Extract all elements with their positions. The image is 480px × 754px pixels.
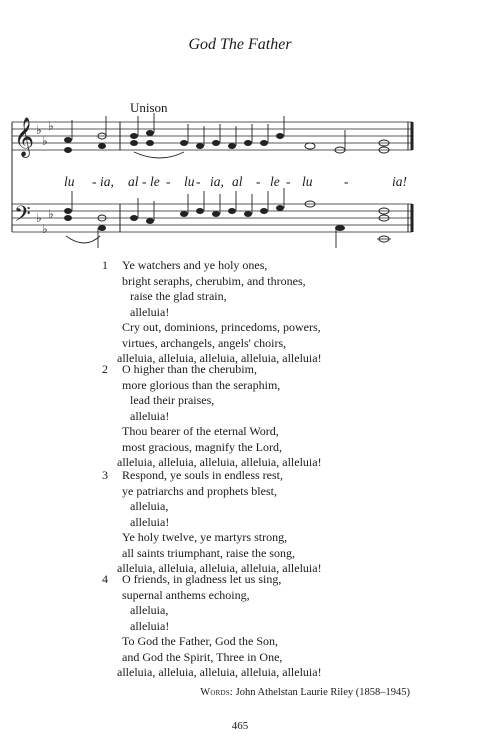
verse-line: To God the Father, God the Son, bbox=[122, 634, 278, 648]
verse-line: Ye watchers and ye holy ones, bbox=[122, 258, 268, 272]
lyric-syllable: le bbox=[150, 174, 160, 189]
svg-text:♭: ♭ bbox=[48, 119, 54, 133]
treble-slur bbox=[134, 152, 184, 158]
verse-4 bbox=[102, 572, 322, 681]
lyric-syllable: - bbox=[166, 174, 171, 189]
words-credit-label: Words: bbox=[200, 687, 233, 698]
verse-line: O friends, in gladness let us sing, bbox=[122, 572, 282, 586]
svg-text:♭: ♭ bbox=[42, 222, 48, 236]
verse-line: alleluia, bbox=[130, 499, 169, 513]
bass-slur bbox=[66, 236, 100, 243]
verse-line: raise the glad strain, bbox=[130, 289, 227, 303]
lyric-syllable: ia, bbox=[100, 174, 114, 189]
lyric-syllable: - bbox=[92, 174, 97, 189]
verse-line: alleluia, bbox=[130, 603, 169, 617]
verse-line: O higher than the cherubim, bbox=[122, 362, 257, 376]
verse-line: alleluia, alleluia, alleluia, alleluia, alleluia! bbox=[117, 665, 322, 679]
verse-line: alleluia! bbox=[130, 514, 170, 529]
lyric-syllable: - bbox=[196, 174, 201, 189]
lyric-syllable: - bbox=[142, 174, 147, 189]
verse-line: bright seraphs, cherubim, and thrones, bbox=[122, 273, 306, 288]
hymn-title: God The Father bbox=[188, 36, 292, 53]
verse-line: alleluia! bbox=[130, 304, 170, 319]
verse-1 bbox=[102, 258, 322, 367]
svg-text:♭: ♭ bbox=[36, 123, 42, 137]
lyric-syllable: - bbox=[344, 174, 349, 189]
verse-line: lead their praises, bbox=[130, 393, 215, 407]
treble-stems bbox=[72, 113, 345, 150]
svg-text:♭: ♭ bbox=[42, 134, 48, 148]
key-signature-treble bbox=[36, 119, 54, 148]
verse-line: Cry out, dominions, princedoms, powers, bbox=[122, 320, 321, 334]
verse-3 bbox=[102, 468, 322, 577]
words-credit bbox=[200, 687, 410, 698]
page-number: 465 bbox=[231, 720, 249, 732]
bass-noteheads bbox=[64, 201, 389, 242]
lyric-syllable: - bbox=[286, 174, 291, 189]
lyric-syllable: ia! bbox=[392, 174, 407, 189]
verse-line: ye patriarchs and prophets blest, bbox=[122, 483, 277, 498]
lyric-syllable: le bbox=[270, 174, 280, 189]
verse-line: all saints triumphant, raise the song, bbox=[122, 545, 295, 560]
bass-clef-icon: 𝄢 bbox=[14, 202, 31, 231]
lyric-syllable: al bbox=[232, 174, 243, 189]
verse-line: alleluia, alleluia, alleluia, alleluia, alleluia! bbox=[117, 455, 322, 469]
lyric-syllable: lu bbox=[184, 174, 195, 189]
verse-line: most gracious, magnify the Lord, bbox=[122, 439, 282, 454]
lyric-syllable: lu bbox=[302, 174, 313, 189]
lyric-syllable: al bbox=[128, 174, 139, 189]
verse-line: alleluia, alleluia, alleluia, alleluia, alleluia! bbox=[117, 561, 322, 575]
verse-line: alleluia, alleluia, alleluia, alleluia, alleluia! bbox=[117, 351, 322, 365]
unison-label: Unison bbox=[130, 100, 168, 115]
svg-text:♭: ♭ bbox=[36, 211, 42, 225]
verse-line: supernal anthems echoing, bbox=[122, 587, 250, 602]
verse-number: 4 bbox=[102, 572, 108, 586]
lyric-syllable: ia, bbox=[210, 174, 224, 189]
verse-line: virtues, archangels, angels' choirs, bbox=[122, 335, 287, 350]
lyric-syllable: lu bbox=[64, 174, 75, 189]
verse-number: 1 bbox=[102, 258, 108, 272]
verse-line: and God the Spirit, Three in One, bbox=[122, 649, 283, 664]
verse-line: alleluia! bbox=[130, 408, 170, 423]
verse-number: 2 bbox=[102, 362, 108, 376]
verse-line: Respond, ye souls in endless rest, bbox=[122, 468, 283, 482]
verse-number: 3 bbox=[102, 468, 108, 482]
svg-text:♭: ♭ bbox=[48, 207, 54, 221]
lyric-syllable: - bbox=[256, 174, 261, 189]
verse-line: Thou bearer of the eternal Word, bbox=[122, 424, 279, 438]
verse-line: Ye holy twelve, ye martyrs strong, bbox=[122, 530, 288, 544]
words-credit-text: John Athelstan Laurie Riley (1858–1945) bbox=[235, 687, 410, 698]
treble-noteheads bbox=[64, 130, 389, 153]
verse-2 bbox=[102, 362, 322, 471]
treble-clef-icon: 𝄞 bbox=[14, 119, 35, 156]
verse-line: alleluia! bbox=[130, 618, 170, 633]
verse-line: more glorious than the seraphim, bbox=[122, 377, 281, 392]
